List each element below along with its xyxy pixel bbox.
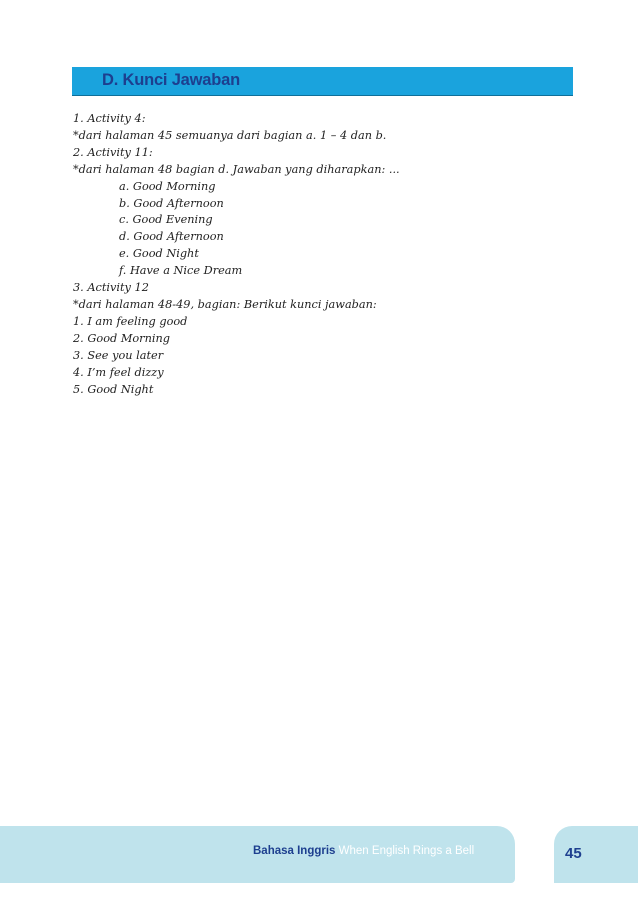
- page-number: 45: [565, 845, 582, 862]
- text-line: 2. Activity 11:: [73, 145, 153, 159]
- answer-option: c. Good Evening: [119, 213, 213, 227]
- text-line: 2. Good Morning: [73, 331, 170, 345]
- section-title: D. Kunci Jawaban: [102, 71, 241, 89]
- footer-running-title: [253, 845, 474, 857]
- text-line: 3. Activity 12: [73, 281, 149, 295]
- text-line: 3. See you later: [73, 348, 164, 362]
- book-subtitle: When English Rings a Bell: [338, 845, 475, 857]
- answer-option: f. Have a Nice Dream: [119, 264, 243, 278]
- text-line: *dari halaman 48-49, bagian: Berikut kunci jawaban:: [73, 297, 377, 311]
- text-line: 5. Good Night: [73, 382, 154, 396]
- answer-key-content: [73, 111, 553, 398]
- text-line: 4. I’m feel dizzy: [73, 365, 164, 379]
- answer-option: a. Good Morning: [119, 179, 216, 193]
- answer-option: d. Good Afternoon: [119, 230, 224, 244]
- answer-option: b. Good Afternoon: [119, 196, 224, 210]
- book-title: Bahasa Inggris: [253, 845, 336, 857]
- text-line: 1. I am feeling good: [73, 314, 188, 328]
- section-header-bar: [72, 67, 573, 96]
- answer-option: e. Good Night: [119, 247, 199, 261]
- text-line: *dari halaman 48 bagian d. Jawaban yang diharapkan: ...: [73, 162, 400, 176]
- text-line: *dari halaman 45 semuanya dari bagian a. 1 – 4 dan b.: [73, 128, 387, 142]
- text-line: 1. Activity 4:: [73, 112, 146, 125]
